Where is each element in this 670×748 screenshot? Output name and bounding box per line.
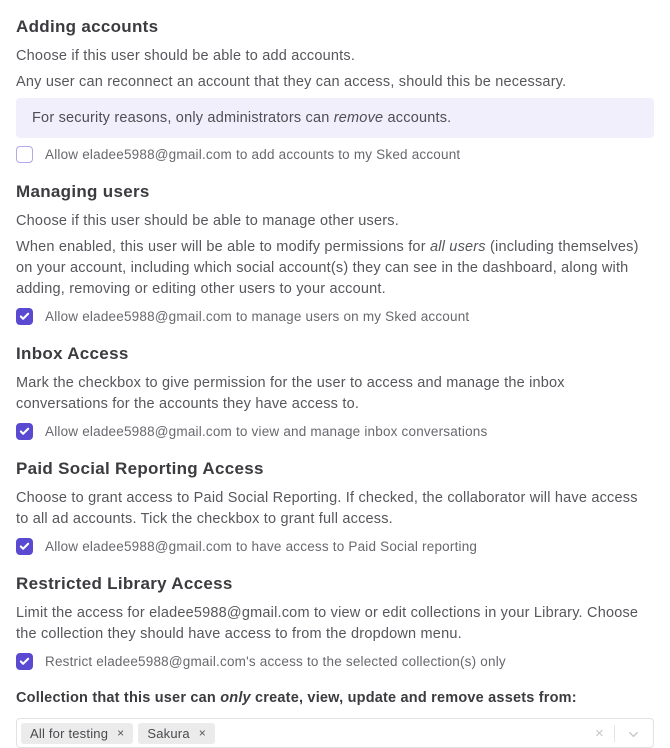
section-restricted-library bbox=[16, 573, 654, 670]
check-icon bbox=[19, 656, 30, 667]
collection-tag-label: All for testing bbox=[30, 725, 109, 741]
inbox-access-checkbox[interactable] bbox=[16, 423, 33, 440]
section-paid-social-reporting bbox=[16, 458, 654, 555]
section-title-managing-users: Managing users bbox=[16, 182, 150, 201]
manage-users-checkbox[interactable] bbox=[16, 308, 33, 325]
paragraph: Choose if this user should be able to add accounts. bbox=[16, 48, 356, 64]
section-title-inbox-access: Inbox Access bbox=[16, 344, 129, 363]
section-title-paid-social-reporting: Paid Social Reporting Access bbox=[16, 459, 264, 478]
clear-all-icon[interactable]: × bbox=[595, 724, 604, 742]
collection-tag bbox=[21, 723, 133, 744]
manage-users-checkbox-label: Allow eladee5988@gmail.com to manage users on my Sked account bbox=[45, 309, 470, 324]
collection-tag-label: Sakura bbox=[147, 725, 190, 741]
paragraph: When enabled, this user will be able to modify permissions for all users (including themselves) on your account, including which social account(s) they can see in the dashboard, along with adding, removing or editing other users to your account. bbox=[16, 239, 639, 297]
tag-remove-icon[interactable]: × bbox=[117, 726, 125, 740]
paragraph: Choose if this user should be able to manage other users. bbox=[16, 213, 399, 229]
checkbox-row-inbox-access[interactable] bbox=[16, 423, 654, 440]
section-inbox-access bbox=[16, 343, 654, 440]
section-managing-users bbox=[16, 181, 654, 325]
security-note: For security reasons, only administrators can remove accounts. bbox=[16, 98, 654, 138]
checkbox-row-paid-social[interactable] bbox=[16, 538, 654, 555]
check-icon bbox=[19, 311, 30, 322]
paragraph: Limit the access for eladee5988@gmail.com to view or edit collections in your Library. Choose the collection they should have access to from the dropdown menu. bbox=[16, 605, 639, 642]
section-adding-accounts bbox=[16, 16, 654, 163]
paid-social-checkbox[interactable] bbox=[16, 538, 33, 555]
paragraph: Choose to grant access to Paid Social Reporting. If checked, the collaborator will have access to all ad accounts. Tick the checkbox to grant full access. bbox=[16, 490, 638, 527]
inbox-access-checkbox-label: Allow eladee5988@gmail.com to view and manage inbox conversations bbox=[45, 424, 488, 439]
collection-multiselect[interactable] bbox=[16, 718, 654, 748]
check-icon bbox=[19, 426, 30, 437]
collection-select-label: Collection that this user can only create, view, update and remove assets from: bbox=[16, 690, 577, 706]
collection-tag bbox=[138, 723, 215, 744]
paragraph: Mark the checkbox to give permission for the user to access and manage the inbox conversations for the accounts they have access to. bbox=[16, 375, 565, 412]
selected-collection-tags bbox=[21, 723, 585, 744]
paid-social-checkbox-label: Allow eladee5988@gmail.com to have access to Paid Social reporting bbox=[45, 539, 478, 554]
section-title-restricted-library: Restricted Library Access bbox=[16, 574, 233, 593]
paragraph: Any user can reconnect an account that they can access, should this be necessary. bbox=[16, 74, 567, 90]
chevron-down-icon[interactable] bbox=[615, 725, 647, 742]
add-accounts-checkbox-label: Allow eladee5988@gmail.com to add accounts to my Sked account bbox=[45, 147, 461, 162]
restrict-library-checkbox-label: Restrict eladee5988@gmail.com's access to the selected collection(s) only bbox=[45, 654, 506, 669]
add-accounts-checkbox[interactable] bbox=[16, 146, 33, 163]
restrict-library-checkbox[interactable] bbox=[16, 653, 33, 670]
checkbox-row-restrict-library[interactable] bbox=[16, 653, 654, 670]
check-icon bbox=[19, 541, 30, 552]
section-title-adding-accounts: Adding accounts bbox=[16, 17, 159, 36]
checkbox-row-add-accounts[interactable] bbox=[16, 146, 654, 163]
checkbox-row-manage-users[interactable] bbox=[16, 308, 654, 325]
tag-remove-icon[interactable]: × bbox=[198, 726, 206, 740]
